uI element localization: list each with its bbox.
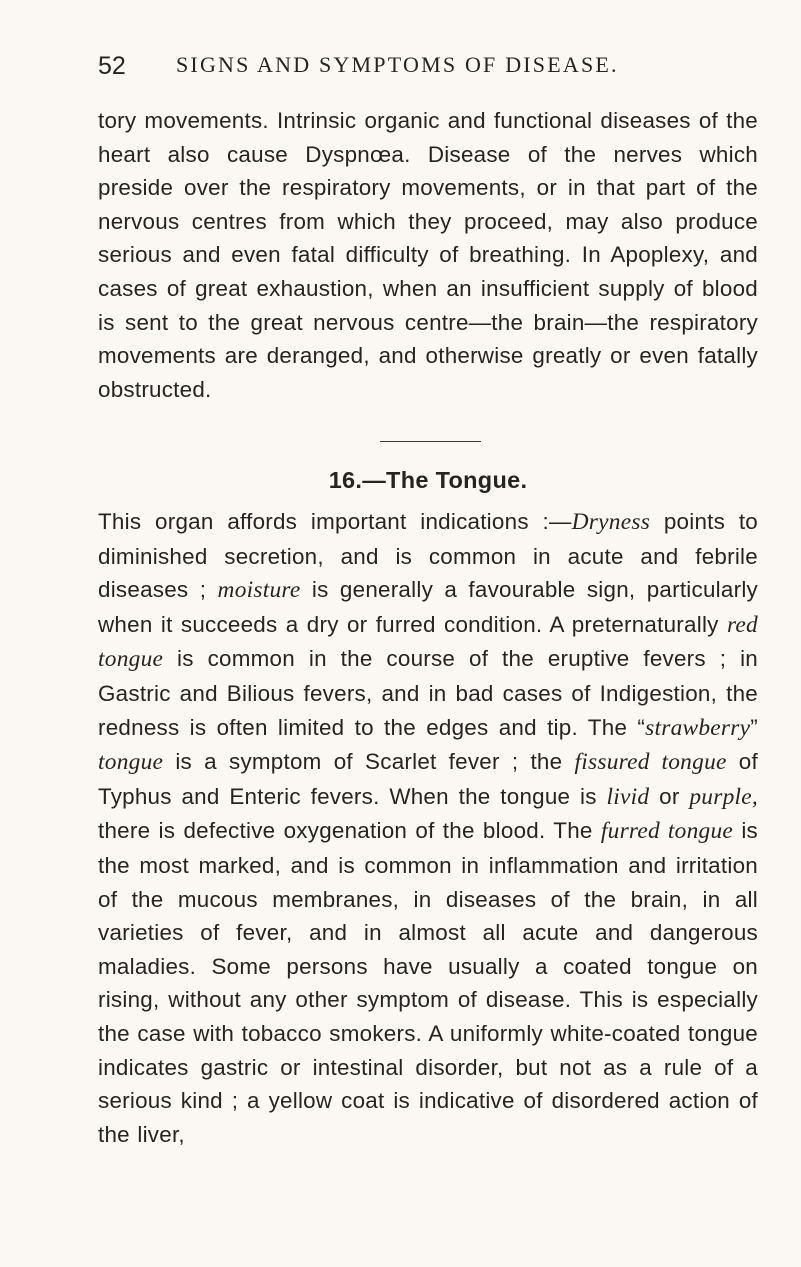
text-run: is generally a favourable sign, particularly when it succeeds a dry or furred condition. A preternaturally (98, 577, 758, 637)
text-run: or (649, 783, 690, 809)
running-title: SIGNS AND SYMPTOMS OF DISEASE. (176, 52, 619, 77)
text-run: This organ affords important indications :— (98, 509, 572, 534)
page-number: 52 (98, 52, 126, 80)
running-header (98, 52, 758, 86)
text-run: of Typhus and Enteric fevers. When the tongue is (98, 749, 758, 809)
italic-term: Dryness (571, 509, 651, 535)
section-separator-rule (380, 441, 481, 442)
italic-term: purple, (689, 783, 759, 810)
text-run: is a symptom of Scarlet fever ; the (163, 749, 575, 775)
italic-term: red tongue (98, 611, 758, 673)
text-run: is the most marked, and is common in inflammation and irritation of the mucous membranes, in diseases of the brain, in all varieties of fever, and in almost all acute and dangerous maladies. Some persons have usually a coated tongue on rising, without any other symptom of disease. This is especially the case with tobacco smokers. A uniformly white-coated tongue indicates gastric or intestinal disorder, but not as a rule of a serious kind ; a yellow coat is indicative of disordered action of the liver, (98, 818, 758, 1147)
body-text-section (98, 505, 758, 1151)
italic-term: strawberry (645, 714, 751, 741)
italic-term: fissured tongue (574, 749, 727, 776)
italic-term: furred tongue (600, 818, 734, 845)
italic-term: tongue (98, 749, 164, 776)
body-text-top (98, 104, 758, 406)
text-run: there is defective oxygenation of the blood. The (98, 818, 601, 844)
text-run: ” (750, 714, 758, 740)
italic-term: livid (606, 783, 650, 810)
paragraph: tory movements. Intrinsic organic and functional diseases of the heart also cause Dyspnœa. Disease of the nerves which preside over the respiratory movements, or in that part of the nervous centres from which they proceed, may also produce serious and even fatal difficulty of breathing. In Apoplexy, and cases of great exhaustion, when an insufficient supply of blood is sent to the great nervous centre—the brain—the respiratory movements are deranged, and otherwise greatly or even fatally obstructed. (98, 108, 758, 402)
text-run: points to diminished secretion, and is common in acute and febrile diseases ; (98, 509, 758, 603)
italic-term: moisture (217, 577, 301, 604)
text-run: is common in the course of the eruptive fevers ; in Gastric and Bilious fevers, and in bad cases of Indigestion, the redness is often limited to the edges and tip. The “ (98, 646, 758, 740)
section-heading: 16.—The Tongue. (328, 467, 528, 493)
paragraph (98, 505, 758, 1151)
